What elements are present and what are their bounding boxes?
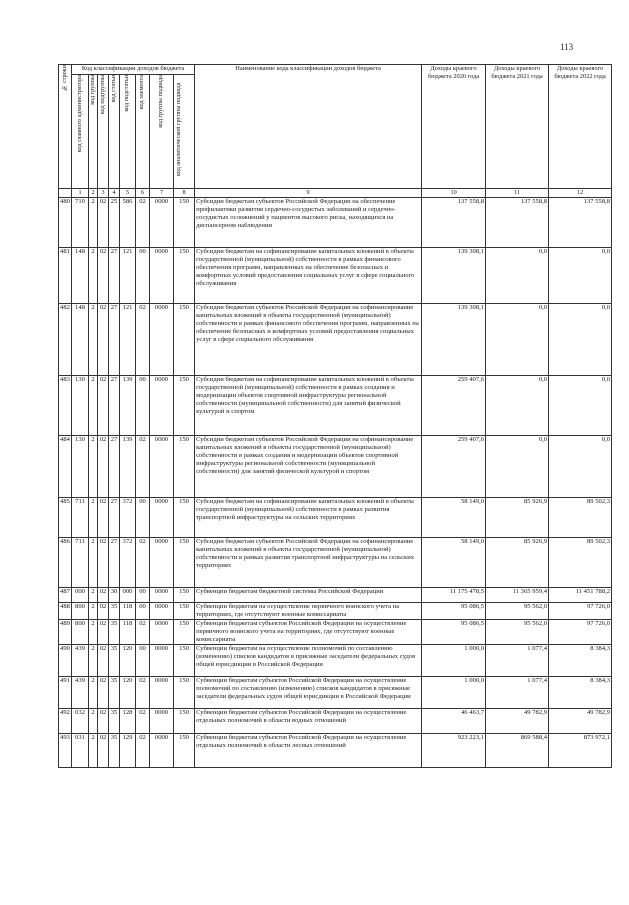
header-income-2021: Доходы краевого бюджета 2021 года — [486, 65, 549, 189]
code-analytic-group: 150 — [174, 709, 195, 734]
income-2020: 58 149,0 — [422, 538, 486, 588]
income-2022: 97 726,0 — [549, 620, 612, 645]
code-subarticle: 372 — [120, 538, 136, 588]
code-group: 2 — [89, 198, 98, 248]
income-2021: 1 077,4 — [486, 645, 549, 677]
header-income-2022: Доходы краевого бюджета 2022 года — [549, 65, 612, 189]
code-group: 2 — [89, 304, 98, 376]
item-name: Субсидии бюджетам субъектов Российской Федерации на софинансирование капитальных вложений в объекты государственной (муниципальной) собственности в рамках развития транспортной инфраструктуры на сельских территориях — [195, 538, 422, 588]
income-2022: 8 384,3 — [549, 645, 612, 677]
header-code-group: Код классификации доходов бюджета — [72, 65, 195, 75]
item-name: Субвенции бюджетам на осуществление первичного воинского учета на территориях, где отсутствуют военные комиссариаты — [195, 603, 422, 620]
code-article: 25 — [109, 198, 120, 248]
code-admin: 800 — [72, 620, 89, 645]
code-subgroup: 02 — [98, 677, 109, 709]
item-name: Субсидии бюджетам субъектов Российской Федерации на обеспечение профилактики развития сердечно-сосудистых заболеваний и сердечно-сосудистых осложнений у пациентов высокого риска, находящихся на диспансерном наблюдении — [195, 198, 422, 248]
income-2022: 8 384,3 — [549, 677, 612, 709]
item-name: Субсидии бюджетам субъектов Российской Федерации на софинансирование капитальных вложений в объекты государственной (муниципальной) собственности в рамках создания и модернизации объектов спортивной инфраструктуры региональной собственности (муниципальной собственности) для занятий физической культурой и спортом — [195, 436, 422, 498]
code-subgroup: 02 — [98, 620, 109, 645]
income-2020: 46 463,7 — [422, 709, 486, 734]
code-element: 00 — [136, 645, 150, 677]
code-subgroup: 02 — [98, 645, 109, 677]
code-admin: 148 — [72, 304, 89, 376]
header-code-admin: код главного администратора — [72, 75, 89, 189]
code-article: 35 — [109, 603, 120, 620]
table-row — [59, 376, 612, 436]
budget-income-table — [58, 64, 612, 768]
code-subarticle: 139 — [120, 376, 136, 436]
income-2020: 58 149,0 — [422, 498, 486, 538]
code-element: 00 — [136, 248, 150, 304]
row-number: 492 — [59, 709, 72, 734]
row-number: 489 — [59, 620, 72, 645]
table-row — [59, 198, 612, 248]
code-subarticle: 118 — [120, 620, 136, 645]
header-income-2020: Доходы краевого бюджета 2020 года — [422, 65, 486, 189]
code-subtype-group: 0000 — [150, 620, 174, 645]
code-group: 2 — [89, 376, 98, 436]
item-name: Субвенции бюджетам субъектов Российской Федерации на осуществление отдельных полномочий в области лесных отношений — [195, 734, 422, 768]
code-admin: 000 — [72, 588, 89, 603]
income-2020: 259 407,6 — [422, 376, 486, 436]
row-number: 484 — [59, 436, 72, 498]
row-number: 488 — [59, 603, 72, 620]
code-subarticle: 139 — [120, 436, 136, 498]
table-row — [59, 304, 612, 376]
item-name: Субвенции бюджетам субъектов Российской Федерации на осуществление первичного воинского учета на территориях, где отсутствуют военные комиссариаты — [195, 620, 422, 645]
code-element: 02 — [136, 538, 150, 588]
income-2022: 89 502,3 — [549, 538, 612, 588]
code-element: 02 — [136, 709, 150, 734]
item-name: Субвенции бюджетам бюджетной системы Российской Федерации — [195, 588, 422, 603]
income-2020: 95 086,5 — [422, 620, 486, 645]
header-code-element: код элемента — [136, 75, 150, 189]
code-analytic-group: 150 — [174, 198, 195, 248]
code-subarticle: 118 — [120, 603, 136, 620]
code-element: 00 — [136, 588, 150, 603]
column-number: 9 — [195, 189, 422, 198]
code-group: 2 — [89, 248, 98, 304]
header-code-article: код статьи — [109, 75, 120, 189]
code-subgroup: 02 — [98, 376, 109, 436]
code-admin: 031 — [72, 734, 89, 768]
column-number: 12 — [549, 189, 612, 198]
code-article: 27 — [109, 304, 120, 376]
code-analytic-group: 150 — [174, 645, 195, 677]
income-2022: 49 782,9 — [549, 709, 612, 734]
column-numbers-row — [59, 189, 612, 198]
income-2022: 0,0 — [549, 376, 612, 436]
column-number: 8 — [174, 189, 195, 198]
item-name: Субвенции бюджетам субъектов Российской Федерации на осуществление полномочий по составлению (изменению) списков кандидатов в присяжные заседатели федеральных судов общей юрисдикции в Российской Федерации — [195, 677, 422, 709]
code-analytic-group: 150 — [174, 498, 195, 538]
code-group: 2 — [89, 645, 98, 677]
code-group: 2 — [89, 538, 98, 588]
income-2022: 97 726,0 — [549, 603, 612, 620]
code-subgroup: 02 — [98, 588, 109, 603]
code-element: 00 — [136, 376, 150, 436]
row-number: 482 — [59, 304, 72, 376]
income-2021: 49 782,9 — [486, 709, 549, 734]
income-2021: 0,0 — [486, 248, 549, 304]
code-analytic-group: 150 — [174, 376, 195, 436]
item-name: Субсидии бюджетам на софинансирование капитальных вложений в объекты государственной (муниципальной) собственности в рамках создания и модернизации объектов спортивной инфраструктуры региональной собственности (муниципальной собственности) для занятий физической культурой и спортом — [195, 376, 422, 436]
header-code-subgroup: код подгруппы — [98, 75, 109, 189]
income-2020: 139 308,1 — [422, 248, 486, 304]
code-subarticle: 129 — [120, 734, 136, 768]
income-2022: 873 972,1 — [549, 734, 612, 768]
code-subarticle: 128 — [120, 709, 136, 734]
code-element: 00 — [136, 498, 150, 538]
income-2020: 1 000,0 — [422, 645, 486, 677]
income-2022: 0,0 — [549, 304, 612, 376]
code-article: 30 — [109, 588, 120, 603]
code-subgroup: 02 — [98, 709, 109, 734]
table-row — [59, 603, 612, 620]
header-name: Наименование кода классификации доходов бюджета — [195, 65, 422, 189]
row-number: 483 — [59, 376, 72, 436]
income-2021: 11 365 959,4 — [486, 588, 549, 603]
code-group: 2 — [89, 620, 98, 645]
income-2020: 1 000,0 — [422, 677, 486, 709]
code-subarticle: 120 — [120, 677, 136, 709]
income-2020: 259 407,6 — [422, 436, 486, 498]
code-admin: 439 — [72, 677, 89, 709]
column-number: 4 — [109, 189, 120, 198]
code-subtype-group: 0000 — [150, 538, 174, 588]
income-2020: 923 223,1 — [422, 734, 486, 768]
table-row — [59, 538, 612, 588]
income-2021: 85 926,9 — [486, 538, 549, 588]
code-article: 35 — [109, 709, 120, 734]
code-subtype-group: 0000 — [150, 677, 174, 709]
code-element: 02 — [136, 677, 150, 709]
code-element: 02 — [136, 436, 150, 498]
income-2020: 95 086,5 — [422, 603, 486, 620]
code-group: 2 — [89, 436, 98, 498]
code-analytic-group: 150 — [174, 304, 195, 376]
code-analytic-group: 150 — [174, 620, 195, 645]
code-analytic-group: 150 — [174, 538, 195, 588]
code-analytic-group: 150 — [174, 588, 195, 603]
income-2021: 1 077,4 — [486, 677, 549, 709]
code-element: 02 — [136, 620, 150, 645]
code-element: 02 — [136, 734, 150, 768]
income-2022: 0,0 — [549, 248, 612, 304]
code-subtype-group: 0000 — [150, 198, 174, 248]
code-article: 27 — [109, 498, 120, 538]
row-number: 485 — [59, 498, 72, 538]
header-code-analytic-group: код аналитической группы подвида — [174, 75, 195, 189]
table-row — [59, 709, 612, 734]
code-subtype-group: 0000 — [150, 498, 174, 538]
header-row-number: № строки — [59, 65, 72, 189]
code-article: 27 — [109, 248, 120, 304]
code-analytic-group: 150 — [174, 677, 195, 709]
header-code-group-col: код группы — [89, 75, 98, 189]
income-2021: 0,0 — [486, 376, 549, 436]
income-2020: 137 558,8 — [422, 198, 486, 248]
code-group: 2 — [89, 498, 98, 538]
row-number: 490 — [59, 645, 72, 677]
table-row — [59, 498, 612, 538]
code-subarticle: 121 — [120, 304, 136, 376]
code-group: 2 — [89, 709, 98, 734]
income-2022: 89 502,3 — [549, 498, 612, 538]
code-subgroup: 02 — [98, 436, 109, 498]
code-subtype-group: 0000 — [150, 248, 174, 304]
code-subarticle: 586 — [120, 198, 136, 248]
column-number: 3 — [98, 189, 109, 198]
code-admin: 710 — [72, 198, 89, 248]
code-subgroup: 02 — [98, 248, 109, 304]
code-analytic-group: 150 — [174, 734, 195, 768]
row-number: 493 — [59, 734, 72, 768]
code-admin: 148 — [72, 248, 89, 304]
code-element: 00 — [136, 603, 150, 620]
header-code-subtype-group: код группы подвида — [150, 75, 174, 189]
code-article: 35 — [109, 734, 120, 768]
table-row — [59, 620, 612, 645]
table-row — [59, 436, 612, 498]
table-row — [59, 248, 612, 304]
row-number: 481 — [59, 248, 72, 304]
page-number: 113 — [560, 42, 574, 52]
code-subtype-group: 0000 — [150, 588, 174, 603]
table-row — [59, 677, 612, 709]
code-subgroup: 02 — [98, 304, 109, 376]
code-article: 35 — [109, 645, 120, 677]
code-admin: 800 — [72, 603, 89, 620]
table-row — [59, 588, 612, 603]
code-subarticle: 120 — [120, 645, 136, 677]
code-subarticle: 372 — [120, 498, 136, 538]
income-2022: 0,0 — [549, 436, 612, 498]
item-name: Субсидии бюджетам субъектов Российской Федерации на софинансирование капитальных вложений в объекты государственной (муниципальной) собственности в рамках финансового обеспечения программ, направленных на обеспечение безопасных и комфортных условий предоставления социальных услуг в сфере социального обслуживания — [195, 304, 422, 376]
row-number: 480 — [59, 198, 72, 248]
code-admin: 130 — [72, 436, 89, 498]
code-admin: 711 — [72, 538, 89, 588]
code-element: 02 — [136, 304, 150, 376]
code-subtype-group: 0000 — [150, 376, 174, 436]
income-2021: 137 558,8 — [486, 198, 549, 248]
income-2021: 869 588,4 — [486, 734, 549, 768]
income-2021: 85 926,9 — [486, 498, 549, 538]
code-subtype-group: 0000 — [150, 734, 174, 768]
code-article: 27 — [109, 376, 120, 436]
code-article: 35 — [109, 620, 120, 645]
code-subarticle: 121 — [120, 248, 136, 304]
code-article: 27 — [109, 436, 120, 498]
code-admin: 711 — [72, 498, 89, 538]
income-2022: 11 451 788,2 — [549, 588, 612, 603]
code-subgroup: 02 — [98, 198, 109, 248]
code-element: 02 — [136, 198, 150, 248]
header-code-subarticle: код подстатьи — [120, 75, 136, 189]
item-name: Субсидии бюджетам на софинансирование капитальных вложений в объекты государственной (муниципальной) собственности в рамках финансового обеспечения программ, направленных на обеспечение безопасных и комфортных условий предоставления социальных услуг в сфере социального обслуживания — [195, 248, 422, 304]
income-2021: 95 562,0 — [486, 603, 549, 620]
code-admin: 032 — [72, 709, 89, 734]
column-number: 11 — [486, 189, 549, 198]
income-2021: 0,0 — [486, 304, 549, 376]
code-group: 2 — [89, 677, 98, 709]
code-admin: 130 — [72, 376, 89, 436]
column-number: 7 — [150, 189, 174, 198]
column-number: 5 — [120, 189, 136, 198]
item-name: Субсидии бюджетам на софинансирование капитальных вложений в объекты государственной (муниципальной) собственности в рамках развития транспортной инфраструктуры на сельских территориях — [195, 498, 422, 538]
code-subtype-group: 0000 — [150, 709, 174, 734]
code-subgroup: 02 — [98, 603, 109, 620]
table-row — [59, 645, 612, 677]
income-2022: 137 558,8 — [549, 198, 612, 248]
column-number: 6 — [136, 189, 150, 198]
code-subtype-group: 0000 — [150, 436, 174, 498]
item-name: Субвенции бюджетам на осуществление полномочий по составлению (изменению) списков кандидатов в присяжные заседатели федеральных судов общей юрисдикции в Российской Федерации — [195, 645, 422, 677]
column-number: 2 — [89, 189, 98, 198]
column-number: 1 — [72, 189, 89, 198]
code-subgroup: 02 — [98, 538, 109, 588]
income-2021: 0,0 — [486, 436, 549, 498]
income-2021: 95 562,0 — [486, 620, 549, 645]
code-analytic-group: 150 — [174, 436, 195, 498]
income-2020: 139 308,1 — [422, 304, 486, 376]
code-subarticle: 000 — [120, 588, 136, 603]
code-group: 2 — [89, 603, 98, 620]
code-group: 2 — [89, 734, 98, 768]
table-row — [59, 734, 612, 768]
row-number: 486 — [59, 538, 72, 588]
code-subtype-group: 0000 — [150, 603, 174, 620]
income-2020: 11 175 478,5 — [422, 588, 486, 603]
code-subgroup: 02 — [98, 734, 109, 768]
code-article: 27 — [109, 538, 120, 588]
row-number: 487 — [59, 588, 72, 603]
code-admin: 439 — [72, 645, 89, 677]
item-name: Субвенции бюджетам субъектов Российской Федерации на осуществление отдельных полномочий в области водных отношений — [195, 709, 422, 734]
code-analytic-group: 150 — [174, 248, 195, 304]
row-number: 491 — [59, 677, 72, 709]
code-article: 35 — [109, 677, 120, 709]
column-number: 10 — [422, 189, 486, 198]
code-subgroup: 02 — [98, 498, 109, 538]
code-subtype-group: 0000 — [150, 304, 174, 376]
code-analytic-group: 150 — [174, 603, 195, 620]
code-group: 2 — [89, 588, 98, 603]
code-subtype-group: 0000 — [150, 645, 174, 677]
